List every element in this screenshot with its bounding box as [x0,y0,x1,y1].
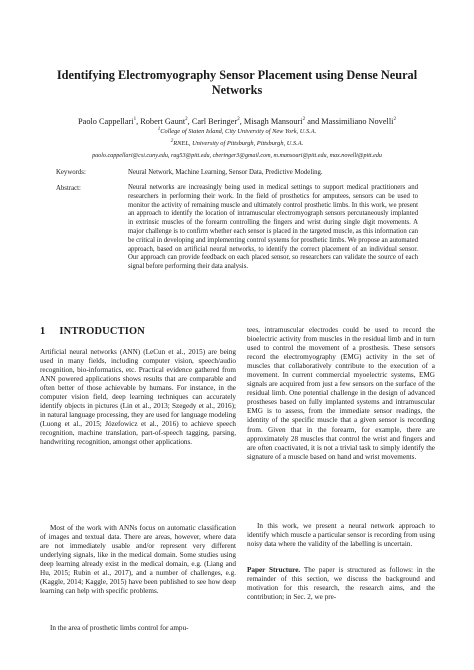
author-name: Massimiliano Novelli [321,117,394,126]
intro-paragraph-6 [247,566,435,602]
affiliation-2 [20,140,454,148]
affiliation-text: College of Staten Island, City University of New York, U.S.A. [160,128,317,135]
abstract-text: Neural networks are increasingly being used in medical settings to support medical practitioners and researchers in performing their work. In the field of prosthetics for amputees, sensors can be used to monitor the activity of remaining muscle and ultimately control prosthetic limbs. In this work, we present an approach to identify the location of intramuscular electromyograph sensors percutaneously implanted in extrinsic muscles of the forearm controlling the fingers and wrist during single digit movements. A major challenge is to confirm whether each sensor is placed in the targeted muscle, as this information can be critical in developing and implementing control systems for prosthetic limbs. We propose an automated approach, based on artificial neural networks, to identify the correct placement of an individual sensor. Our approach can provide feedback on each placed sensor, so researchers can validate the source of each signal before performing their data analysis. [128,184,418,271]
author-list: Paolo Cappellari$^1$, Robert Gaunt$^2$, Carl Beringer$^2$, Misagh Mansouri$^2$ and Massimiliano Novelli$^2$ [78,117,396,126]
affiliation-1 [20,128,454,136]
author-conjunction: and [307,117,320,126]
affiliation-mark: 2 [185,117,188,123]
affiliation-mark: 2 [170,138,174,144]
affiliation-mark: 2 [393,117,396,123]
affiliation-mark: 1 [157,126,161,132]
keywords-label: Keywords: [56,169,86,176]
abstract-label: Abstract: [56,185,81,192]
affiliation-mark: 2 [237,117,240,123]
author-name: Paolo Cappellari [78,117,134,126]
paragraph-run-in-heading: Paper Structure. [247,566,301,574]
intro-paragraph-2: Most of the work with ANNs focus on automatic classification of images and textual data. There are areas, however, where data are not immediately usable and/or represent very different underlying signals, like in the medical domain. Some studies using deep learning already exist in the medical domain, e.g. (Liang and Hu, 2015; Rubin et al., 2017), and a number of challenges, e.g. (Kaggle, 2014; Kaggle, 2015) have been published to see how deep learning can help with specific problems. [40,524,236,596]
affiliation-mark: 2 [302,117,306,123]
intro-paragraph-3: In the area of prosthetic limbs control for ampu- [50,624,189,632]
intro-paragraph-1: Artificial neural networks (ANN) (LeCun et al., 2015) are being used in many fields, including computer vision, speech/audio recognition, bio-informatics, etc. Practical evidence gathered from ANN powered applications shows results that are comparable and often better of those achievable by humans. For instance, in the computer vision field, deep learning techniques can accurately identify objects in pictures (Lin et al., 2013; Szegedy et al., 2016); in natural language processing, they are used for language modeling (Luong et al., 2015; Józefowicz et al., 2016) to achieve speech recognition, machine translation, part-of-speech tagging, parsing, handwriting recognition, amongst other applications. [40,348,236,447]
affiliation-mark: 1 [133,117,137,123]
paragraph-text: The paper is structured as follows: in the remainder of this section, we discuss the background and motivation for this research, the research aims, and the contribution; in Sec. 2, we pre- [247,566,435,602]
intro-paragraph-5: In this work, we present a neural network approach to identify which muscle a particular sensor is recording from using noisy data where the validity of the labelling is uncertain. [247,522,435,549]
section-title: INTRODUCTION [59,326,145,337]
author-name: Carl Beringer [191,117,238,126]
intro-paragraph-4: tees, intramuscular electrodes could be used to record the bioelectric activity from muscles in the residual limb and in turn used to control the movement of a prosthesis. These sensors record the electromyography (EMG) activity in the set of muscles that collaboratively contribute to the execution of a movement. In current commercial myoelectric systems, EMG signals are acquired from just a few sensors on the surface of the residual limb. One potential challenge in the design of advanced prostheses based on fully implanted systems and intramuscular EMG is to assess, from the immediate sensor readings, the identity of the specific muscle that a given sensor is recording from. Given that in the forearm, for example, there are approximately 28 muscles that control the wrist and fingers and are often coactivated, it is not a trivial task to simply identify the signature of a muscle based on hand and wrist movements. [247,326,435,461]
keywords-text: Neural Network, Machine Learning, Sensor Data, Predictive Modeling. [128,169,323,176]
paper-title: Identifying Electromyography Sensor Placement using Dense Neural Networks [56,68,418,97]
author-name: Robert Gaunt [140,117,186,126]
author-name: Misagh Mansouri [243,117,303,126]
section-number: 1 [40,326,46,337]
affiliation-text: RNEL, University of Pittsburgh, Pittsburgh, U.S.A. [173,140,304,147]
section-heading [40,326,145,337]
author-emails: paolo.cappellari@csi.cuny.edu, rag53@pitt.edu, cberinger3@gmail.com, m.mansouri@pitt.edu, max.novelli@pitt.edu [92,153,382,159]
